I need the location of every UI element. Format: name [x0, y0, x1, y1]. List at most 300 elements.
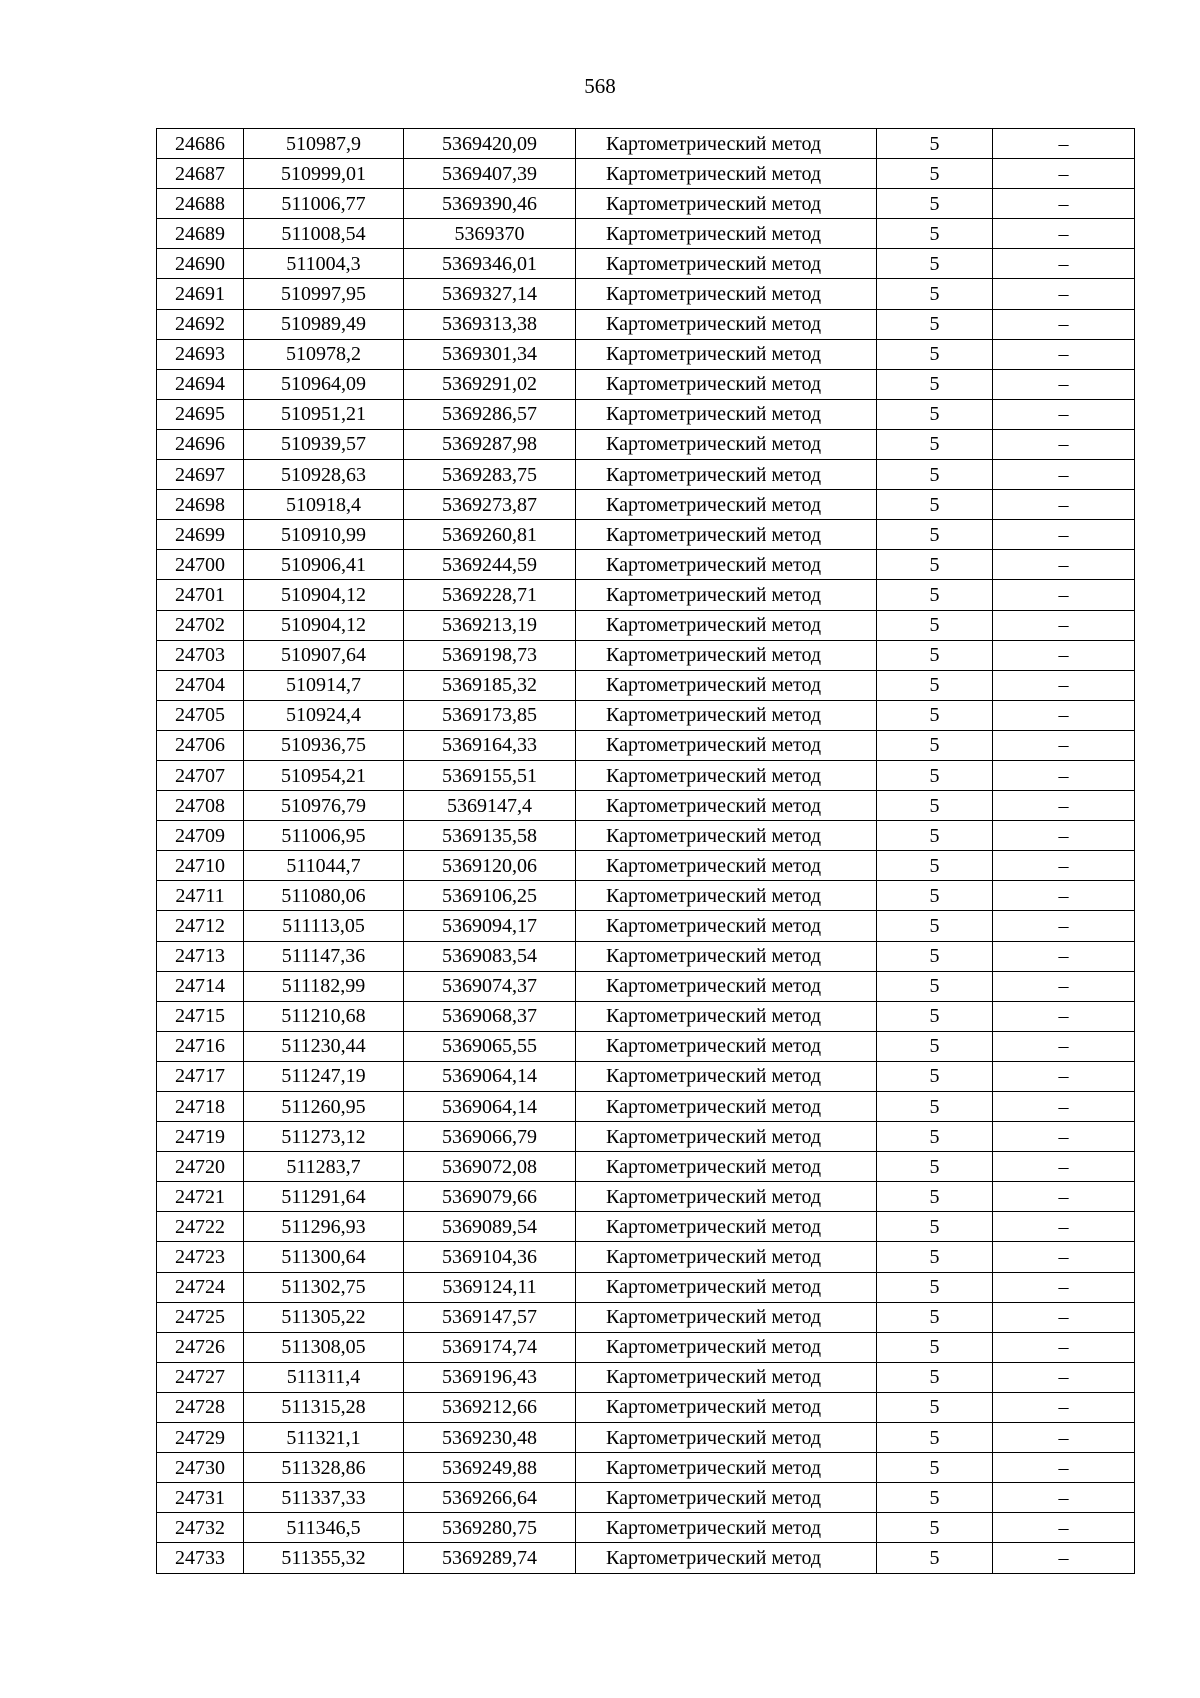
point-number-cell: 24702	[157, 610, 244, 640]
y-coordinate-cell: 5369147,57	[404, 1302, 576, 1332]
x-coordinate-cell: 510904,12	[244, 580, 404, 610]
method-cell: Картометрический метод	[576, 1543, 877, 1573]
y-coordinate-cell: 5369135,58	[404, 821, 576, 851]
table-row	[157, 129, 1135, 159]
point-number-cell: 24695	[157, 399, 244, 429]
y-coordinate-cell: 5369313,38	[404, 309, 576, 339]
point-number-cell: 24731	[157, 1483, 244, 1513]
table-row	[157, 309, 1135, 339]
accuracy-cell: 5	[877, 1513, 993, 1543]
x-coordinate-cell: 511311,4	[244, 1362, 404, 1392]
table-row	[157, 369, 1135, 399]
method-cell: Картометрический метод	[576, 339, 877, 369]
y-coordinate-cell: 5369065,55	[404, 1031, 576, 1061]
x-coordinate-cell: 511004,3	[244, 249, 404, 279]
point-number-cell: 24692	[157, 309, 244, 339]
accuracy-cell: 5	[877, 460, 993, 490]
accuracy-cell: 5	[877, 159, 993, 189]
point-number-cell: 24724	[157, 1272, 244, 1302]
method-cell: Картометрический метод	[576, 490, 877, 520]
x-coordinate-cell: 511273,12	[244, 1122, 404, 1152]
point-number-cell: 24703	[157, 640, 244, 670]
point-number-cell: 24713	[157, 941, 244, 971]
table-row	[157, 1362, 1135, 1392]
remark-cell: –	[993, 249, 1135, 279]
remark-cell: –	[993, 1332, 1135, 1362]
table-row	[157, 249, 1135, 279]
table-row	[157, 911, 1135, 941]
y-coordinate-cell: 5369346,01	[404, 249, 576, 279]
method-cell: Картометрический метод	[576, 189, 877, 219]
y-coordinate-cell: 5369273,87	[404, 490, 576, 520]
point-number-cell: 24722	[157, 1212, 244, 1242]
method-cell: Картометрический метод	[576, 1483, 877, 1513]
remark-cell: –	[993, 1092, 1135, 1122]
y-coordinate-cell: 5369079,66	[404, 1182, 576, 1212]
method-cell: Картометрический метод	[576, 670, 877, 700]
y-coordinate-cell: 5369291,02	[404, 369, 576, 399]
point-number-cell: 24689	[157, 219, 244, 249]
remark-cell: –	[993, 1453, 1135, 1483]
accuracy-cell: 5	[877, 550, 993, 580]
y-coordinate-cell: 5369155,51	[404, 760, 576, 790]
accuracy-cell: 5	[877, 219, 993, 249]
y-coordinate-cell: 5369066,79	[404, 1122, 576, 1152]
method-cell: Картометрический метод	[576, 971, 877, 1001]
accuracy-cell: 5	[877, 129, 993, 159]
point-number-cell: 24718	[157, 1092, 244, 1122]
x-coordinate-cell: 511305,22	[244, 1302, 404, 1332]
remark-cell: –	[993, 791, 1135, 821]
x-coordinate-cell: 510951,21	[244, 399, 404, 429]
y-coordinate-cell: 5369244,59	[404, 550, 576, 580]
method-cell: Картометрический метод	[576, 429, 877, 459]
x-coordinate-cell: 510914,7	[244, 670, 404, 700]
accuracy-cell: 5	[877, 730, 993, 760]
point-number-cell: 24723	[157, 1242, 244, 1272]
y-coordinate-cell: 5369164,33	[404, 730, 576, 760]
table-row	[157, 159, 1135, 189]
remark-cell: –	[993, 1031, 1135, 1061]
y-coordinate-cell: 5369230,48	[404, 1423, 576, 1453]
y-coordinate-cell: 5369283,75	[404, 460, 576, 490]
x-coordinate-cell: 511260,95	[244, 1092, 404, 1122]
method-cell: Картометрический метод	[576, 1061, 877, 1091]
x-coordinate-cell: 510924,4	[244, 700, 404, 730]
point-number-cell: 24700	[157, 550, 244, 580]
y-coordinate-cell: 5369390,46	[404, 189, 576, 219]
table-row	[157, 1122, 1135, 1152]
accuracy-cell: 5	[877, 1453, 993, 1483]
y-coordinate-cell: 5369120,06	[404, 851, 576, 881]
y-coordinate-cell: 5369083,54	[404, 941, 576, 971]
method-cell: Картометрический метод	[576, 1182, 877, 1212]
x-coordinate-cell: 511355,32	[244, 1543, 404, 1573]
accuracy-cell: 5	[877, 429, 993, 459]
table-row	[157, 730, 1135, 760]
remark-cell: –	[993, 1362, 1135, 1392]
table-row	[157, 1332, 1135, 1362]
accuracy-cell: 5	[877, 189, 993, 219]
point-number-cell: 24688	[157, 189, 244, 219]
remark-cell: –	[993, 640, 1135, 670]
method-cell: Картометрический метод	[576, 219, 877, 249]
y-coordinate-cell: 5369124,11	[404, 1272, 576, 1302]
x-coordinate-cell: 511302,75	[244, 1272, 404, 1302]
table-row	[157, 700, 1135, 730]
accuracy-cell: 5	[877, 1092, 993, 1122]
accuracy-cell: 5	[877, 1362, 993, 1392]
method-cell: Картометрический метод	[576, 760, 877, 790]
y-coordinate-cell: 5369280,75	[404, 1513, 576, 1543]
remark-cell: –	[993, 1423, 1135, 1453]
remark-cell: –	[993, 1242, 1135, 1272]
remark-cell: –	[993, 129, 1135, 159]
table-row	[157, 851, 1135, 881]
page-number: 568	[584, 74, 616, 98]
y-coordinate-cell: 5369213,19	[404, 610, 576, 640]
remark-cell: –	[993, 881, 1135, 911]
table-row	[157, 1272, 1135, 1302]
y-coordinate-cell: 5369174,74	[404, 1332, 576, 1362]
accuracy-cell: 5	[877, 399, 993, 429]
remark-cell: –	[993, 971, 1135, 1001]
x-coordinate-cell: 510928,63	[244, 460, 404, 490]
remark-cell: –	[993, 1061, 1135, 1091]
method-cell: Картометрический метод	[576, 159, 877, 189]
table-row	[157, 580, 1135, 610]
accuracy-cell: 5	[877, 1423, 993, 1453]
accuracy-cell: 5	[877, 760, 993, 790]
accuracy-cell: 5	[877, 520, 993, 550]
point-number-cell: 24694	[157, 369, 244, 399]
x-coordinate-cell: 511296,93	[244, 1212, 404, 1242]
point-number-cell: 24726	[157, 1332, 244, 1362]
y-coordinate-cell: 5369301,34	[404, 339, 576, 369]
remark-cell: –	[993, 700, 1135, 730]
coordinates-table-body	[157, 129, 1135, 1574]
table-row	[157, 1152, 1135, 1182]
method-cell: Картометрический метод	[576, 369, 877, 399]
table-row	[157, 1543, 1135, 1573]
x-coordinate-cell: 510906,41	[244, 550, 404, 580]
x-coordinate-cell: 511113,05	[244, 911, 404, 941]
method-cell: Картометрический метод	[576, 520, 877, 550]
method-cell: Картометрический метод	[576, 791, 877, 821]
remark-cell: –	[993, 580, 1135, 610]
x-coordinate-cell: 510976,79	[244, 791, 404, 821]
remark-cell: –	[993, 1001, 1135, 1031]
x-coordinate-cell: 510997,95	[244, 279, 404, 309]
remark-cell: –	[993, 760, 1135, 790]
point-number-cell: 24705	[157, 700, 244, 730]
accuracy-cell: 5	[877, 580, 993, 610]
remark-cell: –	[993, 1392, 1135, 1422]
remark-cell: –	[993, 309, 1135, 339]
accuracy-cell: 5	[877, 1001, 993, 1031]
accuracy-cell: 5	[877, 1152, 993, 1182]
x-coordinate-cell: 510936,75	[244, 730, 404, 760]
remark-cell: –	[993, 279, 1135, 309]
table-row	[157, 460, 1135, 490]
accuracy-cell: 5	[877, 1212, 993, 1242]
point-number-cell: 24686	[157, 129, 244, 159]
remark-cell: –	[993, 1272, 1135, 1302]
method-cell: Картометрический метод	[576, 1152, 877, 1182]
x-coordinate-cell: 510910,99	[244, 520, 404, 550]
point-number-cell: 24707	[157, 760, 244, 790]
remark-cell: –	[993, 1302, 1135, 1332]
point-number-cell: 24717	[157, 1061, 244, 1091]
x-coordinate-cell: 510987,9	[244, 129, 404, 159]
accuracy-cell: 5	[877, 1031, 993, 1061]
table-row	[157, 490, 1135, 520]
method-cell: Картометрический метод	[576, 1212, 877, 1242]
accuracy-cell: 5	[877, 851, 993, 881]
method-cell: Картометрический метод	[576, 129, 877, 159]
x-coordinate-cell: 511006,95	[244, 821, 404, 851]
point-number-cell: 24690	[157, 249, 244, 279]
x-coordinate-cell: 511328,86	[244, 1453, 404, 1483]
y-coordinate-cell: 5369074,37	[404, 971, 576, 1001]
x-coordinate-cell: 511008,54	[244, 219, 404, 249]
method-cell: Картометрический метод	[576, 851, 877, 881]
table-row	[157, 339, 1135, 369]
accuracy-cell: 5	[877, 1182, 993, 1212]
y-coordinate-cell: 5369212,66	[404, 1392, 576, 1422]
table-row	[157, 821, 1135, 851]
y-coordinate-cell: 5369089,54	[404, 1212, 576, 1242]
remark-cell: –	[993, 730, 1135, 760]
method-cell: Картометрический метод	[576, 1453, 877, 1483]
x-coordinate-cell: 511044,7	[244, 851, 404, 881]
remark-cell: –	[993, 1483, 1135, 1513]
point-number-cell: 24716	[157, 1031, 244, 1061]
remark-cell: –	[993, 610, 1135, 640]
y-coordinate-cell: 5369104,36	[404, 1242, 576, 1272]
point-number-cell: 24698	[157, 490, 244, 520]
y-coordinate-cell: 5369289,74	[404, 1543, 576, 1573]
x-coordinate-cell: 511182,99	[244, 971, 404, 1001]
table-row	[157, 610, 1135, 640]
method-cell: Картометрический метод	[576, 309, 877, 339]
accuracy-cell: 5	[877, 911, 993, 941]
remark-cell: –	[993, 520, 1135, 550]
table-row	[157, 1212, 1135, 1242]
accuracy-cell: 5	[877, 971, 993, 1001]
accuracy-cell: 5	[877, 1272, 993, 1302]
accuracy-cell: 5	[877, 309, 993, 339]
x-coordinate-cell: 511315,28	[244, 1392, 404, 1422]
y-coordinate-cell: 5369185,32	[404, 670, 576, 700]
x-coordinate-cell: 511337,33	[244, 1483, 404, 1513]
method-cell: Картометрический метод	[576, 1122, 877, 1152]
remark-cell: –	[993, 369, 1135, 399]
table-row	[157, 1001, 1135, 1031]
remark-cell: –	[993, 399, 1135, 429]
x-coordinate-cell: 511210,68	[244, 1001, 404, 1031]
remark-cell: –	[993, 1122, 1135, 1152]
accuracy-cell: 5	[877, 610, 993, 640]
accuracy-cell: 5	[877, 490, 993, 520]
point-number-cell: 24712	[157, 911, 244, 941]
y-coordinate-cell: 5369260,81	[404, 520, 576, 550]
method-cell: Картометрический метод	[576, 1362, 877, 1392]
point-number-cell: 24708	[157, 791, 244, 821]
y-coordinate-cell: 5369266,64	[404, 1483, 576, 1513]
remark-cell: –	[993, 821, 1135, 851]
x-coordinate-cell: 511321,1	[244, 1423, 404, 1453]
accuracy-cell: 5	[877, 1332, 993, 1362]
method-cell: Картометрический метод	[576, 580, 877, 610]
remark-cell: –	[993, 670, 1135, 700]
method-cell: Картометрический метод	[576, 1302, 877, 1332]
method-cell: Картометрический метод	[576, 1092, 877, 1122]
table-row	[157, 279, 1135, 309]
point-number-cell: 24733	[157, 1543, 244, 1573]
x-coordinate-cell: 510999,01	[244, 159, 404, 189]
method-cell: Картометрический метод	[576, 700, 877, 730]
table-row	[157, 941, 1135, 971]
accuracy-cell: 5	[877, 1122, 993, 1152]
x-coordinate-cell: 511006,77	[244, 189, 404, 219]
remark-cell: –	[993, 1212, 1135, 1242]
y-coordinate-cell: 5369370	[404, 219, 576, 249]
point-number-cell: 24729	[157, 1423, 244, 1453]
remark-cell: –	[993, 1513, 1135, 1543]
method-cell: Картометрический метод	[576, 279, 877, 309]
x-coordinate-cell: 511283,7	[244, 1152, 404, 1182]
remark-cell: –	[993, 490, 1135, 520]
point-number-cell: 24699	[157, 520, 244, 550]
method-cell: Картометрический метод	[576, 1031, 877, 1061]
table-row	[157, 1182, 1135, 1212]
y-coordinate-cell: 5369196,43	[404, 1362, 576, 1392]
remark-cell: –	[993, 460, 1135, 490]
y-coordinate-cell: 5369286,57	[404, 399, 576, 429]
point-number-cell: 24725	[157, 1302, 244, 1332]
point-number-cell: 24732	[157, 1513, 244, 1543]
method-cell: Картометрический метод	[576, 550, 877, 580]
accuracy-cell: 5	[877, 1392, 993, 1422]
table-row	[157, 1483, 1135, 1513]
accuracy-cell: 5	[877, 1543, 993, 1573]
point-number-cell: 24710	[157, 851, 244, 881]
remark-cell: –	[993, 1152, 1135, 1182]
method-cell: Картометрический метод	[576, 1423, 877, 1453]
table-row	[157, 670, 1135, 700]
point-number-cell: 24721	[157, 1182, 244, 1212]
remark-cell: –	[993, 339, 1135, 369]
remark-cell: –	[993, 219, 1135, 249]
table-row	[157, 760, 1135, 790]
table-row	[157, 219, 1135, 249]
point-number-cell: 24730	[157, 1453, 244, 1483]
x-coordinate-cell: 511147,36	[244, 941, 404, 971]
method-cell: Картометрический метод	[576, 1001, 877, 1031]
point-number-cell: 24720	[157, 1152, 244, 1182]
accuracy-cell: 5	[877, 249, 993, 279]
table-row	[157, 399, 1135, 429]
method-cell: Картометрический метод	[576, 881, 877, 911]
accuracy-cell: 5	[877, 700, 993, 730]
point-number-cell: 24728	[157, 1392, 244, 1422]
table-row	[157, 1242, 1135, 1272]
table-row	[157, 1302, 1135, 1332]
x-coordinate-cell: 510989,49	[244, 309, 404, 339]
method-cell: Картометрический метод	[576, 399, 877, 429]
remark-cell: –	[993, 1543, 1135, 1573]
y-coordinate-cell: 5369249,88	[404, 1453, 576, 1483]
remark-cell: –	[993, 851, 1135, 881]
method-cell: Картометрический метод	[576, 1392, 877, 1422]
point-number-cell: 24693	[157, 339, 244, 369]
table-row	[157, 1061, 1135, 1091]
point-number-cell: 24691	[157, 279, 244, 309]
remark-cell: –	[993, 941, 1135, 971]
table-row	[157, 429, 1135, 459]
point-number-cell: 24704	[157, 670, 244, 700]
accuracy-cell: 5	[877, 821, 993, 851]
remark-cell: –	[993, 1182, 1135, 1212]
accuracy-cell: 5	[877, 791, 993, 821]
table-row	[157, 1423, 1135, 1453]
table-row	[157, 1453, 1135, 1483]
accuracy-cell: 5	[877, 279, 993, 309]
method-cell: Картометрический метод	[576, 1332, 877, 1362]
point-number-cell: 24727	[157, 1362, 244, 1392]
method-cell: Картометрический метод	[576, 1272, 877, 1302]
accuracy-cell: 5	[877, 941, 993, 971]
point-number-cell: 24715	[157, 1001, 244, 1031]
point-number-cell: 24697	[157, 460, 244, 490]
accuracy-cell: 5	[877, 1302, 993, 1332]
remark-cell: –	[993, 550, 1135, 580]
point-number-cell: 24696	[157, 429, 244, 459]
table-row	[157, 791, 1135, 821]
method-cell: Картометрический метод	[576, 941, 877, 971]
point-number-cell: 24701	[157, 580, 244, 610]
remark-cell: –	[993, 429, 1135, 459]
table-row	[157, 1092, 1135, 1122]
y-coordinate-cell: 5369106,25	[404, 881, 576, 911]
table-row	[157, 881, 1135, 911]
table-row	[157, 1392, 1135, 1422]
accuracy-cell: 5	[877, 1483, 993, 1513]
remark-cell: –	[993, 159, 1135, 189]
x-coordinate-cell: 510954,21	[244, 760, 404, 790]
x-coordinate-cell: 511230,44	[244, 1031, 404, 1061]
remark-cell: –	[993, 911, 1135, 941]
accuracy-cell: 5	[877, 369, 993, 399]
x-coordinate-cell: 511346,5	[244, 1513, 404, 1543]
x-coordinate-cell: 511080,06	[244, 881, 404, 911]
x-coordinate-cell: 511247,19	[244, 1061, 404, 1091]
method-cell: Картометрический метод	[576, 1242, 877, 1272]
table-row	[157, 1031, 1135, 1061]
y-coordinate-cell: 5369198,73	[404, 640, 576, 670]
y-coordinate-cell: 5369287,98	[404, 429, 576, 459]
y-coordinate-cell: 5369420,09	[404, 129, 576, 159]
table-row	[157, 1513, 1135, 1543]
x-coordinate-cell: 510964,09	[244, 369, 404, 399]
accuracy-cell: 5	[877, 1242, 993, 1272]
x-coordinate-cell: 511291,64	[244, 1182, 404, 1212]
x-coordinate-cell: 511300,64	[244, 1242, 404, 1272]
accuracy-cell: 5	[877, 881, 993, 911]
point-number-cell: 24706	[157, 730, 244, 760]
accuracy-cell: 5	[877, 339, 993, 369]
